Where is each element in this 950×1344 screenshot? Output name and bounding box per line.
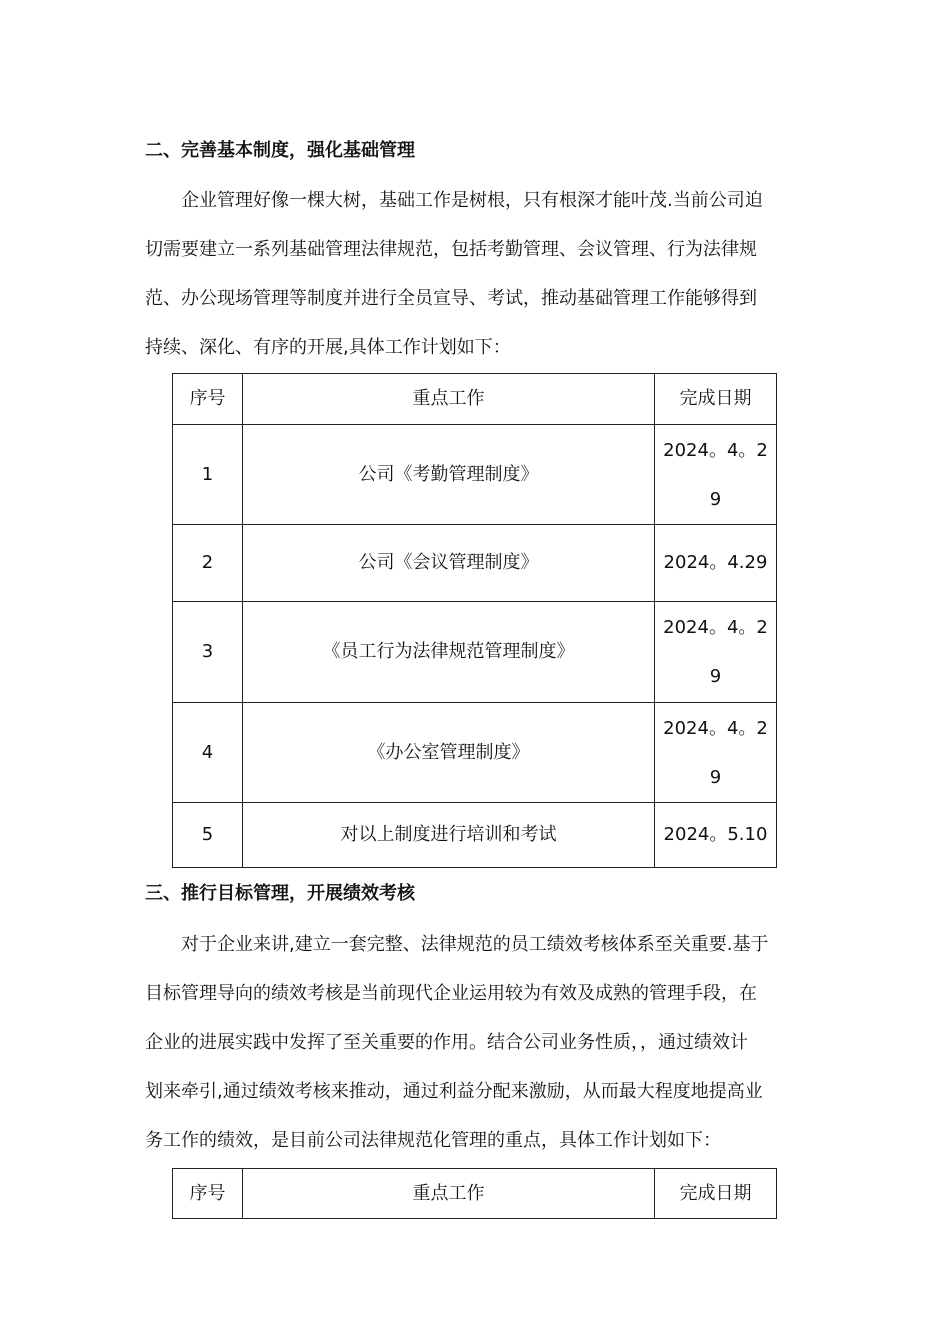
row-date	[655, 425, 777, 525]
row-date	[655, 703, 777, 803]
header-task: 重点工作	[243, 1169, 655, 1219]
row-no: 4	[173, 703, 243, 803]
date-line: 2024。4。2	[663, 617, 768, 638]
row-date	[655, 803, 777, 868]
paragraph-line: 企业的进展实践中发挥了至关重要的作用。结合公司业务性质，，通过绩效计	[145, 1032, 748, 1053]
date-line: 2024。4.29	[663, 552, 768, 573]
paragraph-line: 切需要建立一系列基础管理法律规范，包括考勤管理、会议管理、行为法律规	[145, 239, 757, 260]
header-date: 完成日期	[655, 1169, 777, 1219]
row-task: 公司《会议管理制度》	[243, 525, 655, 602]
date-line: 9	[709, 488, 722, 510]
row-task: 《员工行为法律规范管理制度》	[243, 602, 655, 703]
header-no: 序号	[173, 1169, 243, 1219]
row-no: 5	[173, 803, 243, 868]
section-2-plan-table	[172, 373, 777, 868]
paragraph-line: 范、办公现场管理等制度并进行全员宣导、考试，推动基础管理工作能够得到	[145, 288, 757, 309]
section-3-heading: 三、推行目标管理，开展绩效考核	[145, 883, 415, 904]
date-line: 9	[709, 766, 722, 788]
section-3-paragraph	[145, 920, 805, 1165]
paragraph-line: 企业管理好像一棵大树，基础工作是树根，只有根深才能叶茂.当前公司迫	[181, 190, 763, 211]
table-header-row	[173, 374, 777, 425]
date-line: 2024。4。2	[663, 717, 768, 739]
table-row	[173, 602, 777, 703]
date-line: 9	[709, 666, 722, 687]
paragraph-line: 目标管理导向的绩效考核是当前现代企业运用较为有效及成熟的管理手段，在	[145, 983, 757, 1004]
header-date: 完成日期	[655, 374, 777, 425]
row-task: 对以上制度进行培训和考试	[243, 803, 655, 868]
section-3-plan-table	[172, 1168, 777, 1219]
date-line: 2024。4。2	[663, 439, 768, 461]
table-row	[173, 425, 777, 525]
paragraph-line: 对于企业来讲,建立一套完整、法律规范的员工绩效考核体系至关重要.基于	[181, 934, 769, 955]
paragraph-line: 务工作的绩效，是目前公司法律规范化管理的重点，具体工作计划如下：	[145, 1130, 721, 1151]
header-task: 重点工作	[243, 374, 655, 425]
row-no: 3	[173, 602, 243, 703]
section-2-heading: 二、完善基本制度，强化基础管理	[145, 140, 415, 161]
table-row	[173, 525, 777, 602]
table-row	[173, 803, 777, 868]
paragraph-line: 持续、深化、有序的开展,具体工作计划如下：	[145, 337, 511, 358]
paragraph-line: 划来牵引,通过绩效考核来推动，通过利益分配来激励，从而最大程度地提高业	[145, 1081, 763, 1102]
row-date	[655, 525, 777, 602]
row-no: 2	[173, 525, 243, 602]
row-date	[655, 602, 777, 703]
section-2-paragraph	[145, 176, 805, 372]
row-no: 1	[173, 425, 243, 525]
header-no: 序号	[173, 374, 243, 425]
row-task: 公司《考勤管理制度》	[243, 425, 655, 525]
date-line: 2024。5.10	[663, 824, 768, 845]
table-header-row	[173, 1169, 777, 1219]
table-row	[173, 703, 777, 803]
row-task: 《办公室管理制度》	[243, 703, 655, 803]
